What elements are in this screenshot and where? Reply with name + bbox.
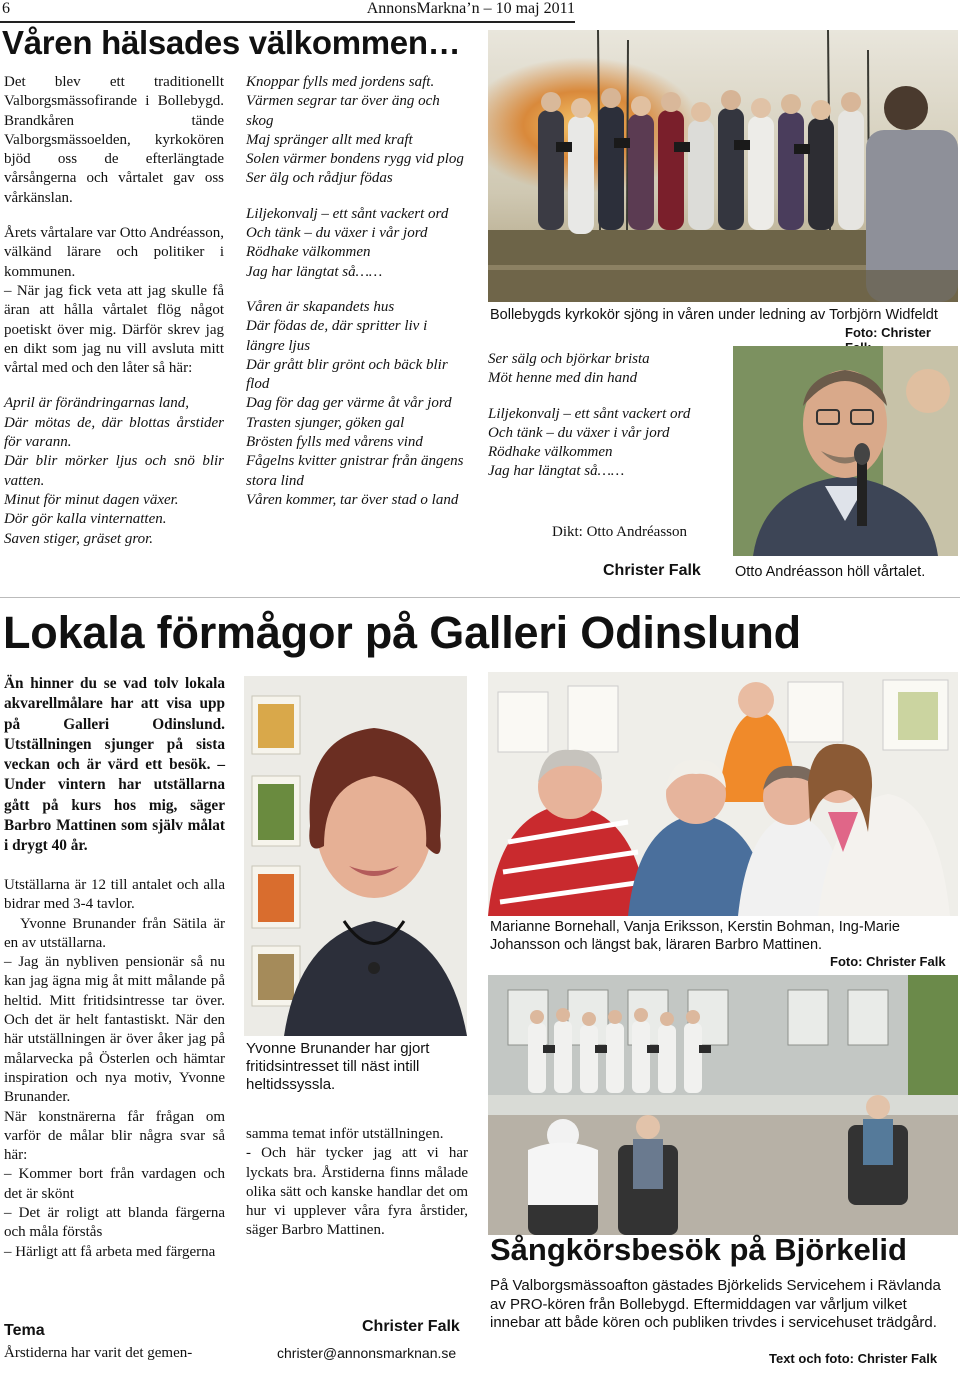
poem-line: Där mötas de, där blottas årstider för varann.: [4, 414, 224, 451]
poem-line: Möt henne med din hand: [488, 370, 638, 387]
poem-line: Maj spränger allt med kraft: [246, 131, 413, 148]
article2-byline: Christer Falk: [362, 1318, 460, 1335]
poem-line: Där grått blir grönt och bäck blir flod: [246, 356, 448, 393]
poem-line: Minut för minut dagen växer.: [4, 491, 179, 508]
poem-line: Saven stiger, gräset gror.: [4, 530, 154, 547]
article1-para2: Årets vårtalare var Otto Andréasson, välkänd lärare och politiker i kommunen.: [4, 225, 224, 280]
article2-col2-text: samma temat inför utställningen.: [246, 1126, 444, 1142]
poem-line: Värmen segrar tar över äng och skog: [246, 93, 440, 129]
article1-headline: Våren hälsades välkommen…: [2, 24, 461, 61]
poem-line: Solen värmer bondens rygg vid plog: [246, 151, 464, 168]
group-photo-credit: Foto: Christer Falk: [830, 954, 946, 969]
article2-column1: [4, 876, 225, 1262]
poem-line: Jag har längtat så……: [246, 263, 383, 280]
poem-line: Liljekonvalj – ett sånt vackert ord: [246, 205, 449, 222]
poem-line: Där födas de, där spritter liv i längre ljus: [246, 318, 428, 354]
article2-subhead: Tema: [4, 1322, 45, 1339]
poem-line: Våren kommer, tar över stad o land: [246, 491, 459, 508]
portrait-caption: Yvonne Brunander har gjort fritidsintresset till näst intill heltidssyssla.: [246, 1040, 430, 1093]
choir-photo-credit: Foto: Christer: [845, 325, 931, 340]
article2-paragraph: När konstnärerna får frågan om varför de målar blir några svar så här:: [4, 1108, 225, 1164]
poem-line: Dag för dag ger värme åt vår jord: [246, 395, 452, 412]
article2-paragraph: Yvonne Brunander från Sätila är en av utställarna.: [4, 915, 225, 951]
poem-line: Våren är skapandets hus: [246, 298, 395, 315]
poem-column3: [488, 350, 713, 482]
article2-paragraph: – Härligt att få arbeta med färgerna: [4, 1243, 216, 1260]
article2-paragraph: Utställarna är 12 till antalet och alla bidrar med 3-4 tavlor.: [4, 877, 225, 913]
group-caption: Marianne Bornehall, Vanja Eriksson, Kerstin Bohman, Ing-Marie Johansson och längst bak, läraren Barbro Mattinen.: [490, 919, 900, 953]
speaker-caption: Otto Andréasson höll vårtalet.: [735, 564, 926, 580]
article2-column2: [246, 1125, 468, 1241]
section-rule: [0, 597, 960, 598]
poem-column2: [246, 73, 468, 510]
poem-line: Liljekonvalj – ett sånt vackert ord: [488, 405, 691, 422]
paper-date: AnnonsMarkna’n – 10 maj 2011: [366, 0, 575, 17]
poem-line: Fågelns kvitter gnistrar från ängens stora lind: [246, 453, 464, 489]
article1-para3: – När jag fick veta att jag skulle få äran att hålla vårtalet flög något poetiskt över mig. Därför skrev jag en dikt som jag nu vill avsluta mitt vårtal med och den låter så här:: [4, 282, 224, 377]
bjorkelid-photo: [488, 975, 958, 1235]
article2-paragraph: – Det är roligt att blanda färgerna och måla förstås: [4, 1205, 225, 1241]
article2-col2-quote: - Och här tycker jag att vi har lyckats bra. Årstiderna finns målade olika sätt och kanske handlar det om hur vi upplever våra fyra årstider, säger Barbro Mattinen.: [246, 1145, 468, 1239]
poem-line: Rödhake välkommen: [488, 444, 613, 461]
poem-line: Trasten sjunger, göken gal: [246, 414, 405, 431]
article2-lead: Än hinner du se vad tolv lokala akvarellmålare har att visa upp på Galleri Odinslund. Utställningen sjunger på sista veckan och är värd ett besök. – Under vintern har utställarna gått på kurs hos mig, säger Barbro Mattinen som själv målat i drygt 40 år.: [4, 675, 225, 855]
portrait-photo: [244, 676, 467, 1036]
article2-paragraph: – Jag än nybliven pensionär så nu kan jag ägna mig åt mitt målande på heltid. Mitt fritidsintresse tar över. Och det är helt fantastiskt. När den här utställningen är över åker jag på målarvecka på Österlen och hämtar inspiration och nya motiv, Yvonne Brunander.: [4, 954, 225, 1106]
poem-line: Knoppar fylls med jordens saft.: [246, 74, 435, 90]
poem-line: Och tänk – du växer i vår jord: [488, 424, 670, 441]
poem-line: Ser sälg och björkar brista: [488, 351, 650, 367]
poem-line: Rödhake välkommen: [246, 244, 371, 261]
article1-column1: [4, 73, 224, 549]
article3-credit: Text och foto: Christer Falk: [769, 1351, 938, 1366]
choir-photo: [488, 30, 958, 302]
poem-line: Och tänk – du växer i vår jord: [246, 225, 428, 242]
article1-byline: Christer Falk: [603, 562, 701, 579]
poem-column1: [4, 394, 224, 548]
choir-caption: Bollebygds kyrkokör sjöng in våren under ledning av Torbjörn Widfeldt: [490, 307, 938, 323]
poem-line: Ser älg och rådjur födas: [246, 170, 393, 187]
article2-email: christer@annonsmarknan.se: [277, 1345, 457, 1361]
article3-body: På Valborgsmässoafton gästades Björkelids Servicehem i Rävlanda av PRO-kören från Bollebygd. Eftermiddagen var vårljum vilket innebar att både kören och publiken trivdes i servicehuset trädgård.: [490, 1277, 941, 1331]
page-number: 6: [2, 0, 10, 17]
poem-line: Jag har längtat så……: [488, 463, 625, 480]
header-rule: [0, 21, 575, 23]
speaker-photo: [733, 346, 958, 556]
article1-intro: Det blev ett traditionellt Valborgsmässofirande i Bollebygd. Brandkåren tände Valborgsmässoelden, kyrkokören bjöd oss de efterlängtade vårsångerna och vårtalet gav oss vårkänslan.: [4, 74, 224, 206]
poem-line: April är förändringarnas land,: [4, 395, 190, 412]
poem-credit: Dikt: Otto Andréasson: [552, 524, 687, 540]
poem-line: Brösten fylls med vårens vind: [246, 434, 423, 451]
article3-headline: Sångkörsbesök på Björkelid: [490, 1232, 907, 1267]
article2-headline: Lokala förmågor på Galleri Odinslund: [3, 607, 801, 658]
poem-line: Där blir mörker ljus och snö blir vatten.: [4, 453, 224, 489]
group-photo: [488, 672, 958, 916]
poem-line: Dör gör kalla vinternatten.: [4, 511, 167, 528]
article2-tema-text: Årstiderna har varit det gemen-: [4, 1345, 193, 1361]
article2-paragraph: – Kommer bort från vardagen och det är skönt: [4, 1166, 225, 1202]
